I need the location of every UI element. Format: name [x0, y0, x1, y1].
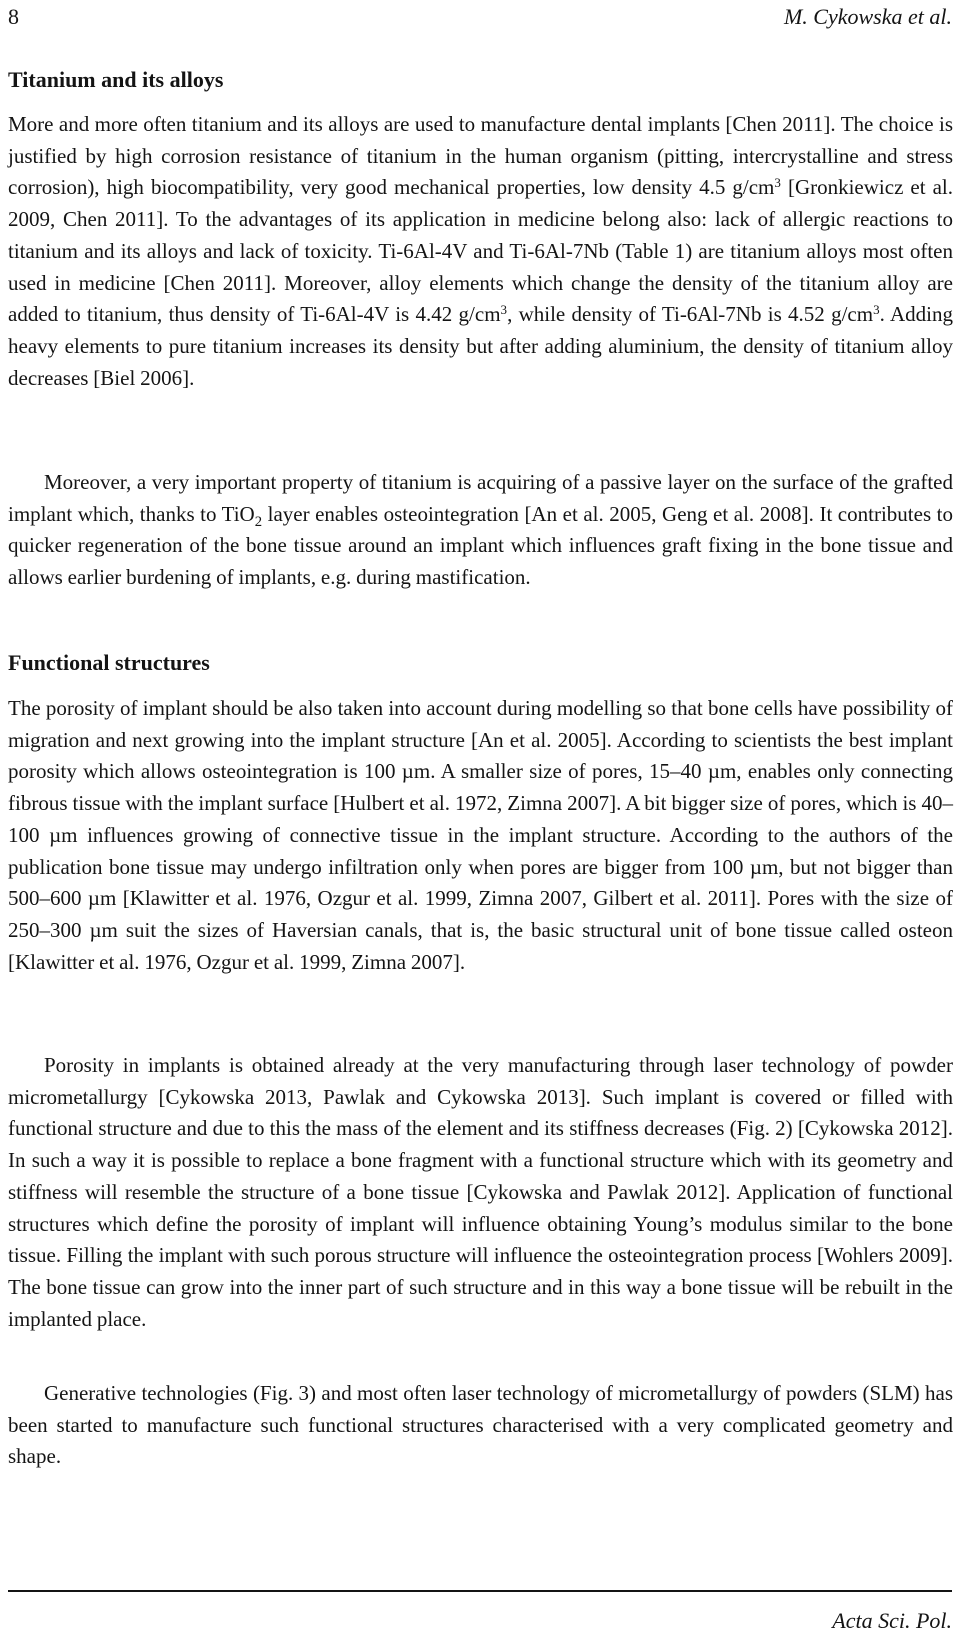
text-run: More and more often titanium and its alloys are used to manufacture dental implants [Chen 2011]. The choice is justified by high corrosion resistance of titanium in the human organism (pitting, intercrystalline and stress corrosion), high biocompatibility, very good mechanical properties, low density 4.5 g/cm: [8, 112, 953, 200]
paragraph-porosity: The porosity of implant should be also taken into account during modelling so that bone cells have possibility of migration and next growing into the implant structure [An et al. 2005]. According to scientists the best implant porosity which allows osteointegration is 100 µm. A smaller size of pores, 15–40 µm, enables only connecting fibrous tissue with the implant surface [Hulbert et al. 1972, Zimna 2007]. A bit bigger size of pores, which is 40–100 µm influences growing of connective tissue in the implant structure. According to the authors of the publication bone tissue may undergo infiltration only when pores are bigger from 100 µm, but not bigger than 500–600 µm [Klawitter et al. 1976, Ozgur et al. 1999, Zimna 2007, Gilbert et al. 2011]. Pores with the size of 250–300 µm suit the sizes of Haversian canals, that is, the basic structural unit of bone tissue called osteon [Klawitter et al. 1976, Ozgur et al. 1999, Zimna 2007].: [8, 696, 953, 974]
section-heading-titanium: Titanium and its alloys: [8, 67, 224, 92]
subscript: 2: [254, 513, 263, 530]
paragraph-generative-technologies: Generative technologies (Fig. 3) and most often laser technology of micrometallurgy of powders (SLM) has been started to manufacture such functional structures characterised with a very complicated geometry and shape.: [8, 1381, 953, 1469]
superscript: 3: [873, 302, 880, 318]
running-head-authors: M. Cykowska et al.: [783, 4, 952, 29]
text-run: [Gronkiewicz et al. 2009, Chen 2011]. To the advantages of its application in medicine belong also: lack of allergic reactions to titanium and its alloys and lack of toxicity. Ti-6Al-4V and Ti-6Al-7Nb (Table 1) are titanium alloys most often used in medicine [Chen 2011]. Moreover, alloy elements which change the density of the titanium alloy are added to titanium, thus density of Ti-6Al-4V is 4.42 g/cm: [8, 175, 954, 327]
footer-divider: [8, 1590, 952, 1592]
section-heading-functional-structures: Functional structures: [8, 650, 210, 675]
text-run: , while density of Ti-6Al-7Nb is 4.52 g/cm: [507, 302, 874, 327]
text-run: layer enables osteointegration [An et al. 2005, Geng et al. 2008]. It contributes to quicker regeneration of the bone tissue around an implant which influences graft fixing in the bone tissue and allows earlier burdening of implants, e.g. during mastification.: [8, 501, 953, 590]
footer-journal-name: Acta Sci. Pol.: [832, 1608, 952, 1633]
superscript: 3: [500, 302, 508, 318]
superscript: 3: [774, 175, 781, 191]
text-run: . Adding heavy elements to pure titanium increases its density but after adding aluminium, the density of titanium alloy decreases [Biel 2006].: [8, 302, 953, 390]
paragraph-porosity-manufacturing: Porosity in implants is obtained already at the very manufacturing through laser technology of powder micrometallurgy [Cykowska 2013, Pawlak and Cykowska 2013]. Such implant is covered or filled with functional structure and due to this the mass of the element and its stiffness decreases (Fig. 2) [Cykowska 2012]. In such a way it is possible to replace a bone fragment with a functional structure which with its geometry and stiffness will resemble the structure of a bone tissue [Cykowska and Pawlak 2012]. Application of functional structures which define the porosity of implant will influence obtaining Young’s modulus similar to the bone tissue. Filling the implant with such porous structure will influence the osteointegration process [Wohlers 2009]. The bone tissue can grow into the inner part of such structure and in this way a bone tissue will be rebuilt in the implanted place.: [8, 1053, 953, 1331]
paragraph-passive-layer: [8, 467, 953, 594]
text-run: Moreover, a very important property of titanium is acquiring of a passive layer on the surface of the grafted implant which, thanks to TiO: [8, 470, 953, 526]
page-number: 8: [8, 4, 19, 29]
paragraph-titanium-intro: [8, 109, 953, 394]
